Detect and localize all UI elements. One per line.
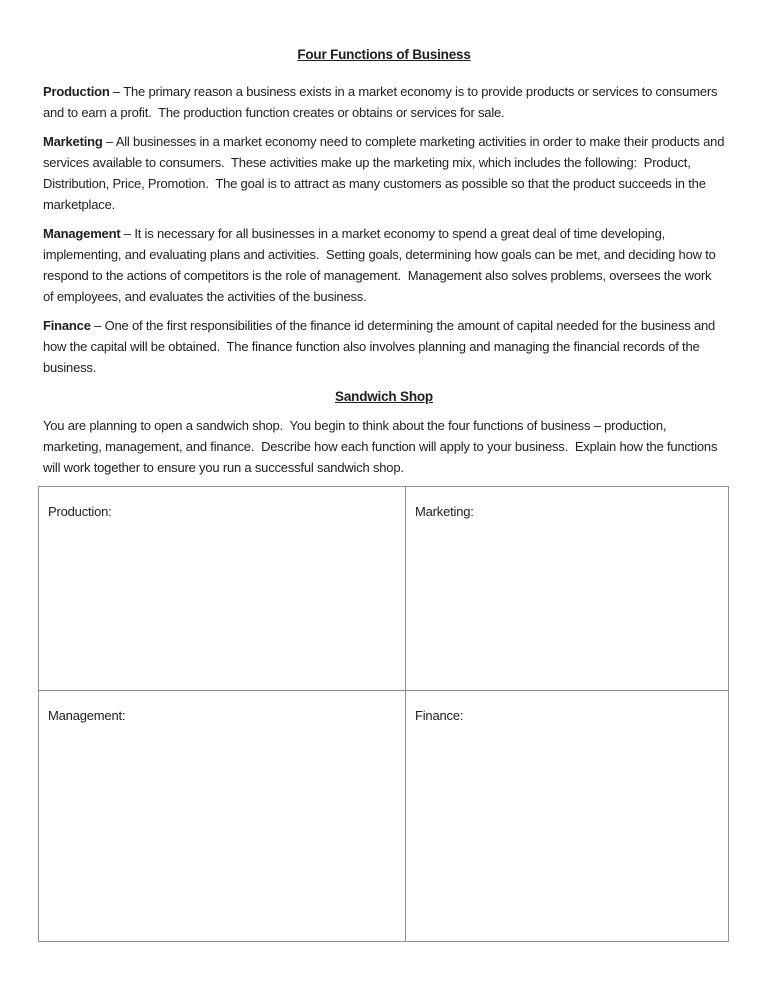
definition-management-text: – It is necessary for all businesses in a market economy to spend a great deal of time developing, implementing, and evaluating plans and activities. Setting goals, determining how goals can be met, and deciding how to respond to the actions of competitors is the role of management. Management also solves problems, oversees the work of employees, and evaluates the activities of the business. xyxy=(43,226,720,304)
definition-management-term: Management xyxy=(43,226,121,241)
definition-marketing xyxy=(43,131,728,215)
management-answer-cell[interactable] xyxy=(39,691,406,942)
definition-marketing-text: – All businesses in a market economy need to complete marketing activities in order to make their products and services available to consumers. These activities make up the marketing mix, which includes the following: Product, Distribution, Price, Promotion. The goal is to attract as many customers as possible so that the product succeeds in the marketplace. xyxy=(43,134,728,212)
finance-cell-label: Finance: xyxy=(415,708,464,723)
marketing-answer-cell[interactable] xyxy=(406,487,729,691)
worksheet-table xyxy=(38,486,729,942)
definition-production-text: – The primary reason a business exists in a market economy is to provide products or services to consumers and to earn a profit. The production function creates or obtains or services for sale. xyxy=(43,84,721,120)
definition-finance-text: – One of the first responsibilities of the finance id determining the amount of capital needed for the business and how the capital will be obtained. The finance function also involves planning and managing the financial records of the business. xyxy=(43,318,719,375)
definition-production-term: Production xyxy=(43,84,110,99)
activity-heading: Sandwich Shop xyxy=(335,389,433,404)
definition-management xyxy=(43,223,725,307)
definition-finance-term: Finance xyxy=(43,318,91,333)
definition-finance xyxy=(43,315,725,378)
definition-marketing-term: Marketing xyxy=(43,134,103,149)
activity-instructions: You are planning to open a sandwich shop. You begin to think about the four functions of business – production, marketing, management, and finance. Describe how each function will apply to your business. Explain how the functions will work together to ensure you run a successful sandwich shop. xyxy=(43,418,721,475)
production-cell-label: Production: xyxy=(48,504,112,519)
marketing-cell-label: Marketing: xyxy=(415,504,474,519)
definition-production xyxy=(43,81,725,123)
production-answer-cell[interactable] xyxy=(39,487,406,691)
table-row xyxy=(39,487,729,691)
table-row xyxy=(39,691,729,942)
management-cell-label: Management: xyxy=(48,708,126,723)
document-title: Four Functions of Business xyxy=(297,47,471,62)
finance-answer-cell[interactable] xyxy=(406,691,729,942)
